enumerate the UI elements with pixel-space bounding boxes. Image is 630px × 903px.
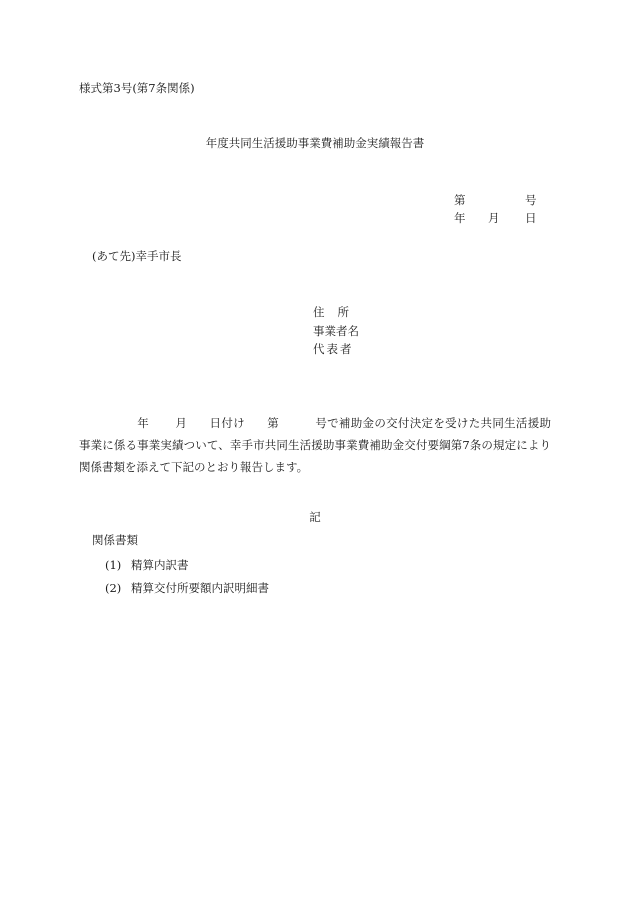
applicant-business-name-row xyxy=(313,326,533,338)
applicant-representative-row xyxy=(313,344,533,356)
attachment-label: 精算交付所要額内訳明細書 xyxy=(131,581,269,595)
date-month-label: 月 xyxy=(488,211,500,225)
ki-heading: 記 xyxy=(309,510,321,524)
applicant-representative-label: 代表者 xyxy=(313,342,354,356)
body-dated-label: 日付け xyxy=(209,416,245,430)
body-number-prefix: 第 xyxy=(266,416,280,430)
attachment-label: 精算内訳書 xyxy=(131,558,189,572)
attachments-heading: 関係書類 xyxy=(92,533,138,547)
reference-number-prefix: 第 xyxy=(454,193,466,207)
form-number: 様式第3号(第7条関係) xyxy=(79,81,195,95)
report-body-paragraph xyxy=(79,412,551,478)
date-day-label: 日 xyxy=(525,211,537,225)
attachment-number: (1) xyxy=(105,558,122,572)
attachment-item xyxy=(105,583,269,595)
body-year-label: 年 xyxy=(137,416,150,430)
applicant-address-row xyxy=(313,307,533,319)
attachment-item xyxy=(105,560,189,572)
body-month-label: 月 xyxy=(175,416,188,430)
document-title: 年度共同生活援助事業費補助金実績報告書 xyxy=(205,136,425,150)
date-year-label: 年 xyxy=(454,211,466,225)
addressee: (あて先)幸手市長 xyxy=(92,249,182,263)
attachment-number: (2) xyxy=(105,581,122,595)
reference-number-suffix: 号 xyxy=(525,193,537,207)
body-main-text: 号で補助金の交付決定を受けた共同生活援助事業に係る事業実績ついて、幸手市共同生活援助事業費補助金交付要綱第7条の規定により関係書類を添えて下記のとおり報告します。 xyxy=(79,416,552,474)
applicant-address-label: 住所 xyxy=(313,305,362,319)
applicant-business-name-label: 事業者名 xyxy=(313,324,359,338)
